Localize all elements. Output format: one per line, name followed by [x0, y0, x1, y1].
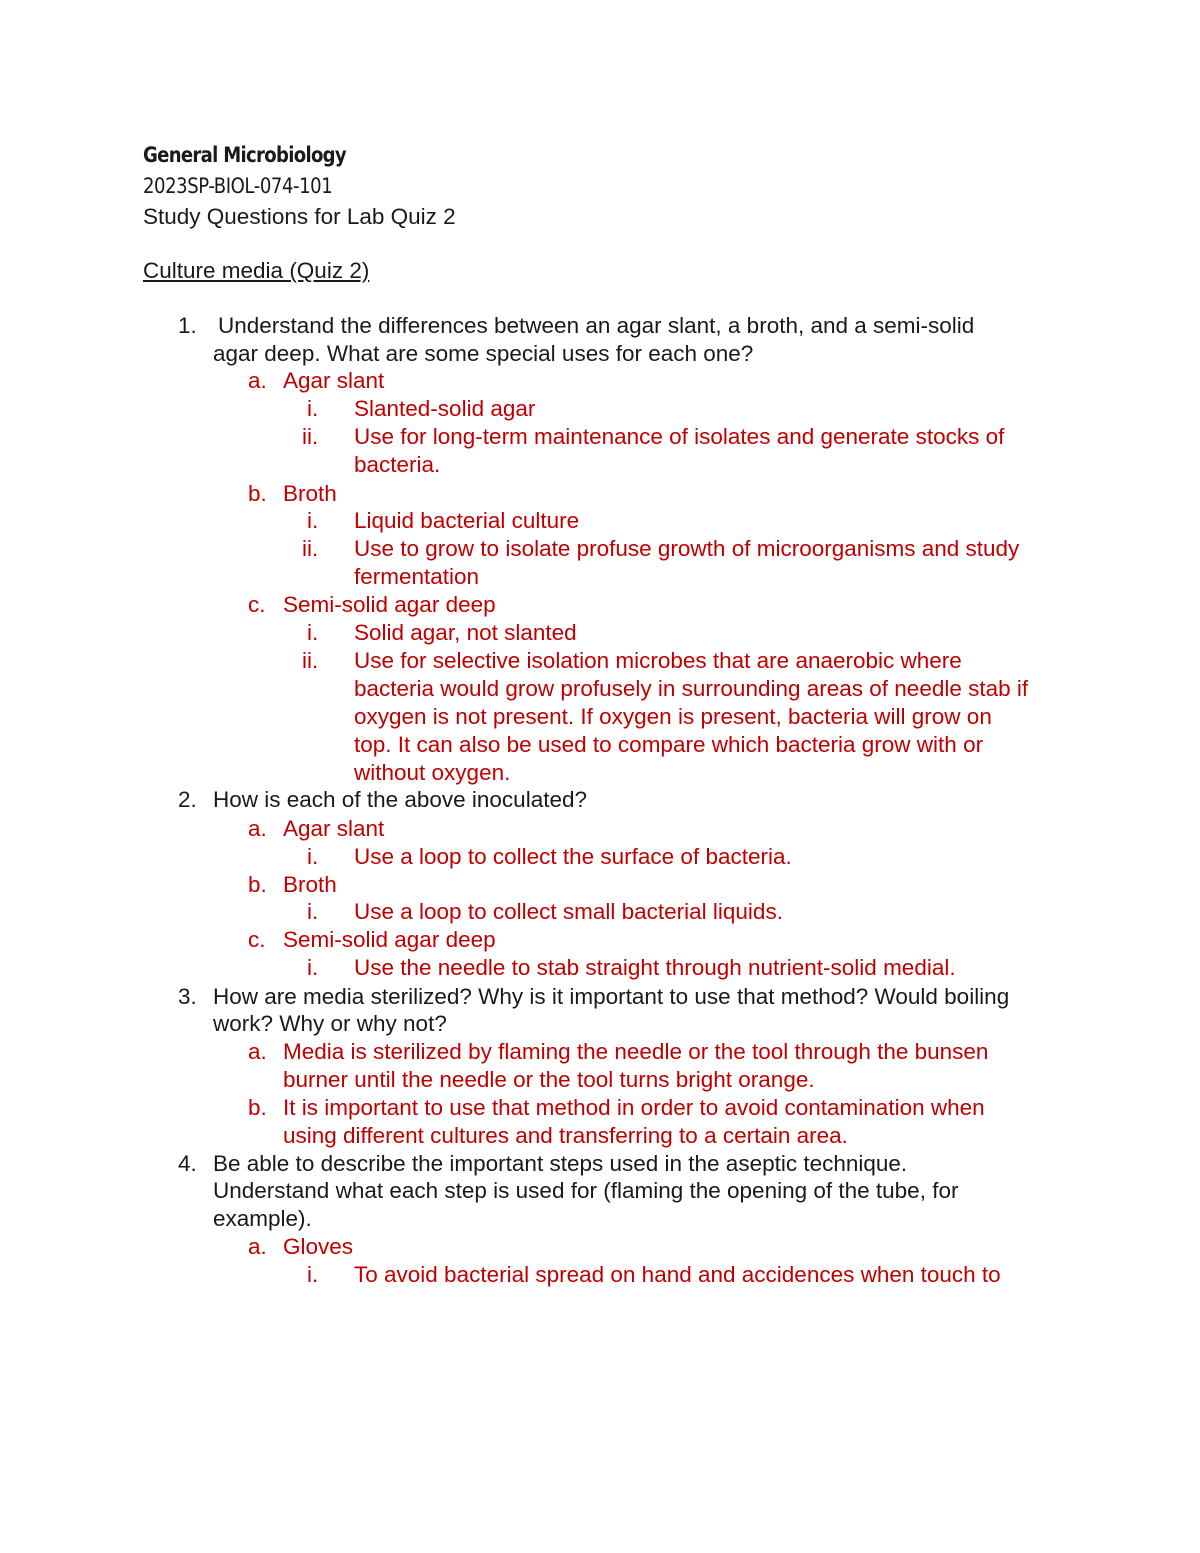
answer-text: Use a loop to collect the surface of bacteria.	[354, 844, 792, 869]
list-number: 2.	[178, 787, 197, 812]
question-text: agar deep. What are some special uses for each one?	[213, 341, 754, 366]
answer-text: Use for long-term maintenance of isolates and generate stocks of	[354, 424, 1005, 449]
answer-text: bacteria would grow profusely in surrounding areas of needle stab if	[354, 676, 1029, 701]
answer-label: Broth	[283, 481, 337, 506]
question-text: Understand what each step is used for (flaming the opening of the tube, for	[213, 1178, 959, 1203]
question-text: How are media sterilized? Why is it important to use that method? Would boiling	[213, 984, 1010, 1009]
answer-text: Use to grow to isolate profuse growth of microorganisms and study	[354, 536, 1020, 561]
document-title: Study Questions for Lab Quiz 2	[143, 204, 456, 229]
list-letter: b.	[248, 1095, 267, 1120]
question-text: example).	[213, 1206, 312, 1231]
answer-label: Gloves	[283, 1234, 354, 1259]
answer-text: It is important to use that method in order to avoid contamination when	[283, 1095, 985, 1120]
answer-label: Broth	[283, 872, 337, 897]
answer-label: Agar slant	[283, 816, 385, 841]
list-roman: ii.	[302, 424, 319, 449]
question-text: How is each of the above inoculated?	[213, 787, 587, 812]
list-roman: ii.	[302, 536, 319, 561]
course-title: General Microbiology	[143, 143, 347, 167]
list-roman: i.	[307, 1262, 319, 1287]
question-text: work? Why or why not?	[213, 1011, 447, 1036]
answer-text: Use the needle to stab straight through nutrient-solid medial.	[354, 955, 956, 980]
answer-text: oxygen is not present. If oxygen is present, bacteria will grow on	[354, 704, 992, 729]
answer-text: Liquid bacterial culture	[354, 508, 580, 533]
course-code: 2023SP-BIOL-074-101	[143, 174, 333, 198]
list-roman: ii.	[302, 648, 319, 673]
list-letter: a.	[248, 816, 267, 841]
answer-text: bacteria.	[354, 452, 441, 477]
question-text: Be able to describe the important steps used in the aseptic technique.	[213, 1151, 908, 1176]
answer-label: Agar slant	[283, 368, 385, 393]
answer-text: using different cultures and transferring to a certain area.	[283, 1123, 848, 1148]
answer-text: Solid agar, not slanted	[354, 620, 577, 645]
list-roman: i.	[307, 955, 319, 980]
list-letter: a.	[248, 368, 267, 393]
answer-text: To avoid bacterial spread on hand and accidences when touch to	[354, 1262, 1001, 1287]
answer-label: Semi-solid agar deep	[283, 592, 496, 617]
answer-text: Use for selective isolation microbes that are anaerobic where	[354, 648, 962, 673]
list-number: 3.	[178, 984, 197, 1009]
question-text: Understand the differences between an agar slant, a broth, and a semi-solid	[218, 313, 975, 338]
list-letter: a.	[248, 1039, 267, 1064]
list-roman: i.	[307, 844, 319, 869]
answer-text: Use a loop to collect small bacterial liquids.	[354, 899, 783, 924]
answer-text: Slanted-solid agar	[354, 396, 536, 421]
list-roman: i.	[307, 396, 319, 421]
answer-text: fermentation	[354, 564, 480, 589]
list-letter: b.	[248, 481, 267, 506]
answer-label: Semi-solid agar deep	[283, 927, 496, 952]
list-letter: a.	[248, 1234, 267, 1259]
answer-text: top. It can also be used to compare which bacteria grow with or	[354, 732, 984, 757]
list-letter: c.	[248, 927, 266, 952]
answer-text: Media is sterilized by flaming the needle or the tool through the bunsen	[283, 1039, 989, 1064]
list-letter: b.	[248, 872, 267, 897]
list-roman: i.	[307, 620, 319, 645]
list-letter: c.	[248, 592, 266, 617]
section-heading: Culture media (Quiz 2)	[143, 258, 370, 283]
answer-text: burner until the needle or the tool turns bright orange.	[283, 1067, 815, 1092]
list-number: 4.	[178, 1151, 197, 1176]
list-number: 1.	[178, 313, 197, 338]
list-roman: i.	[307, 899, 319, 924]
answer-text: without oxygen.	[354, 760, 511, 785]
list-roman: i.	[307, 508, 319, 533]
